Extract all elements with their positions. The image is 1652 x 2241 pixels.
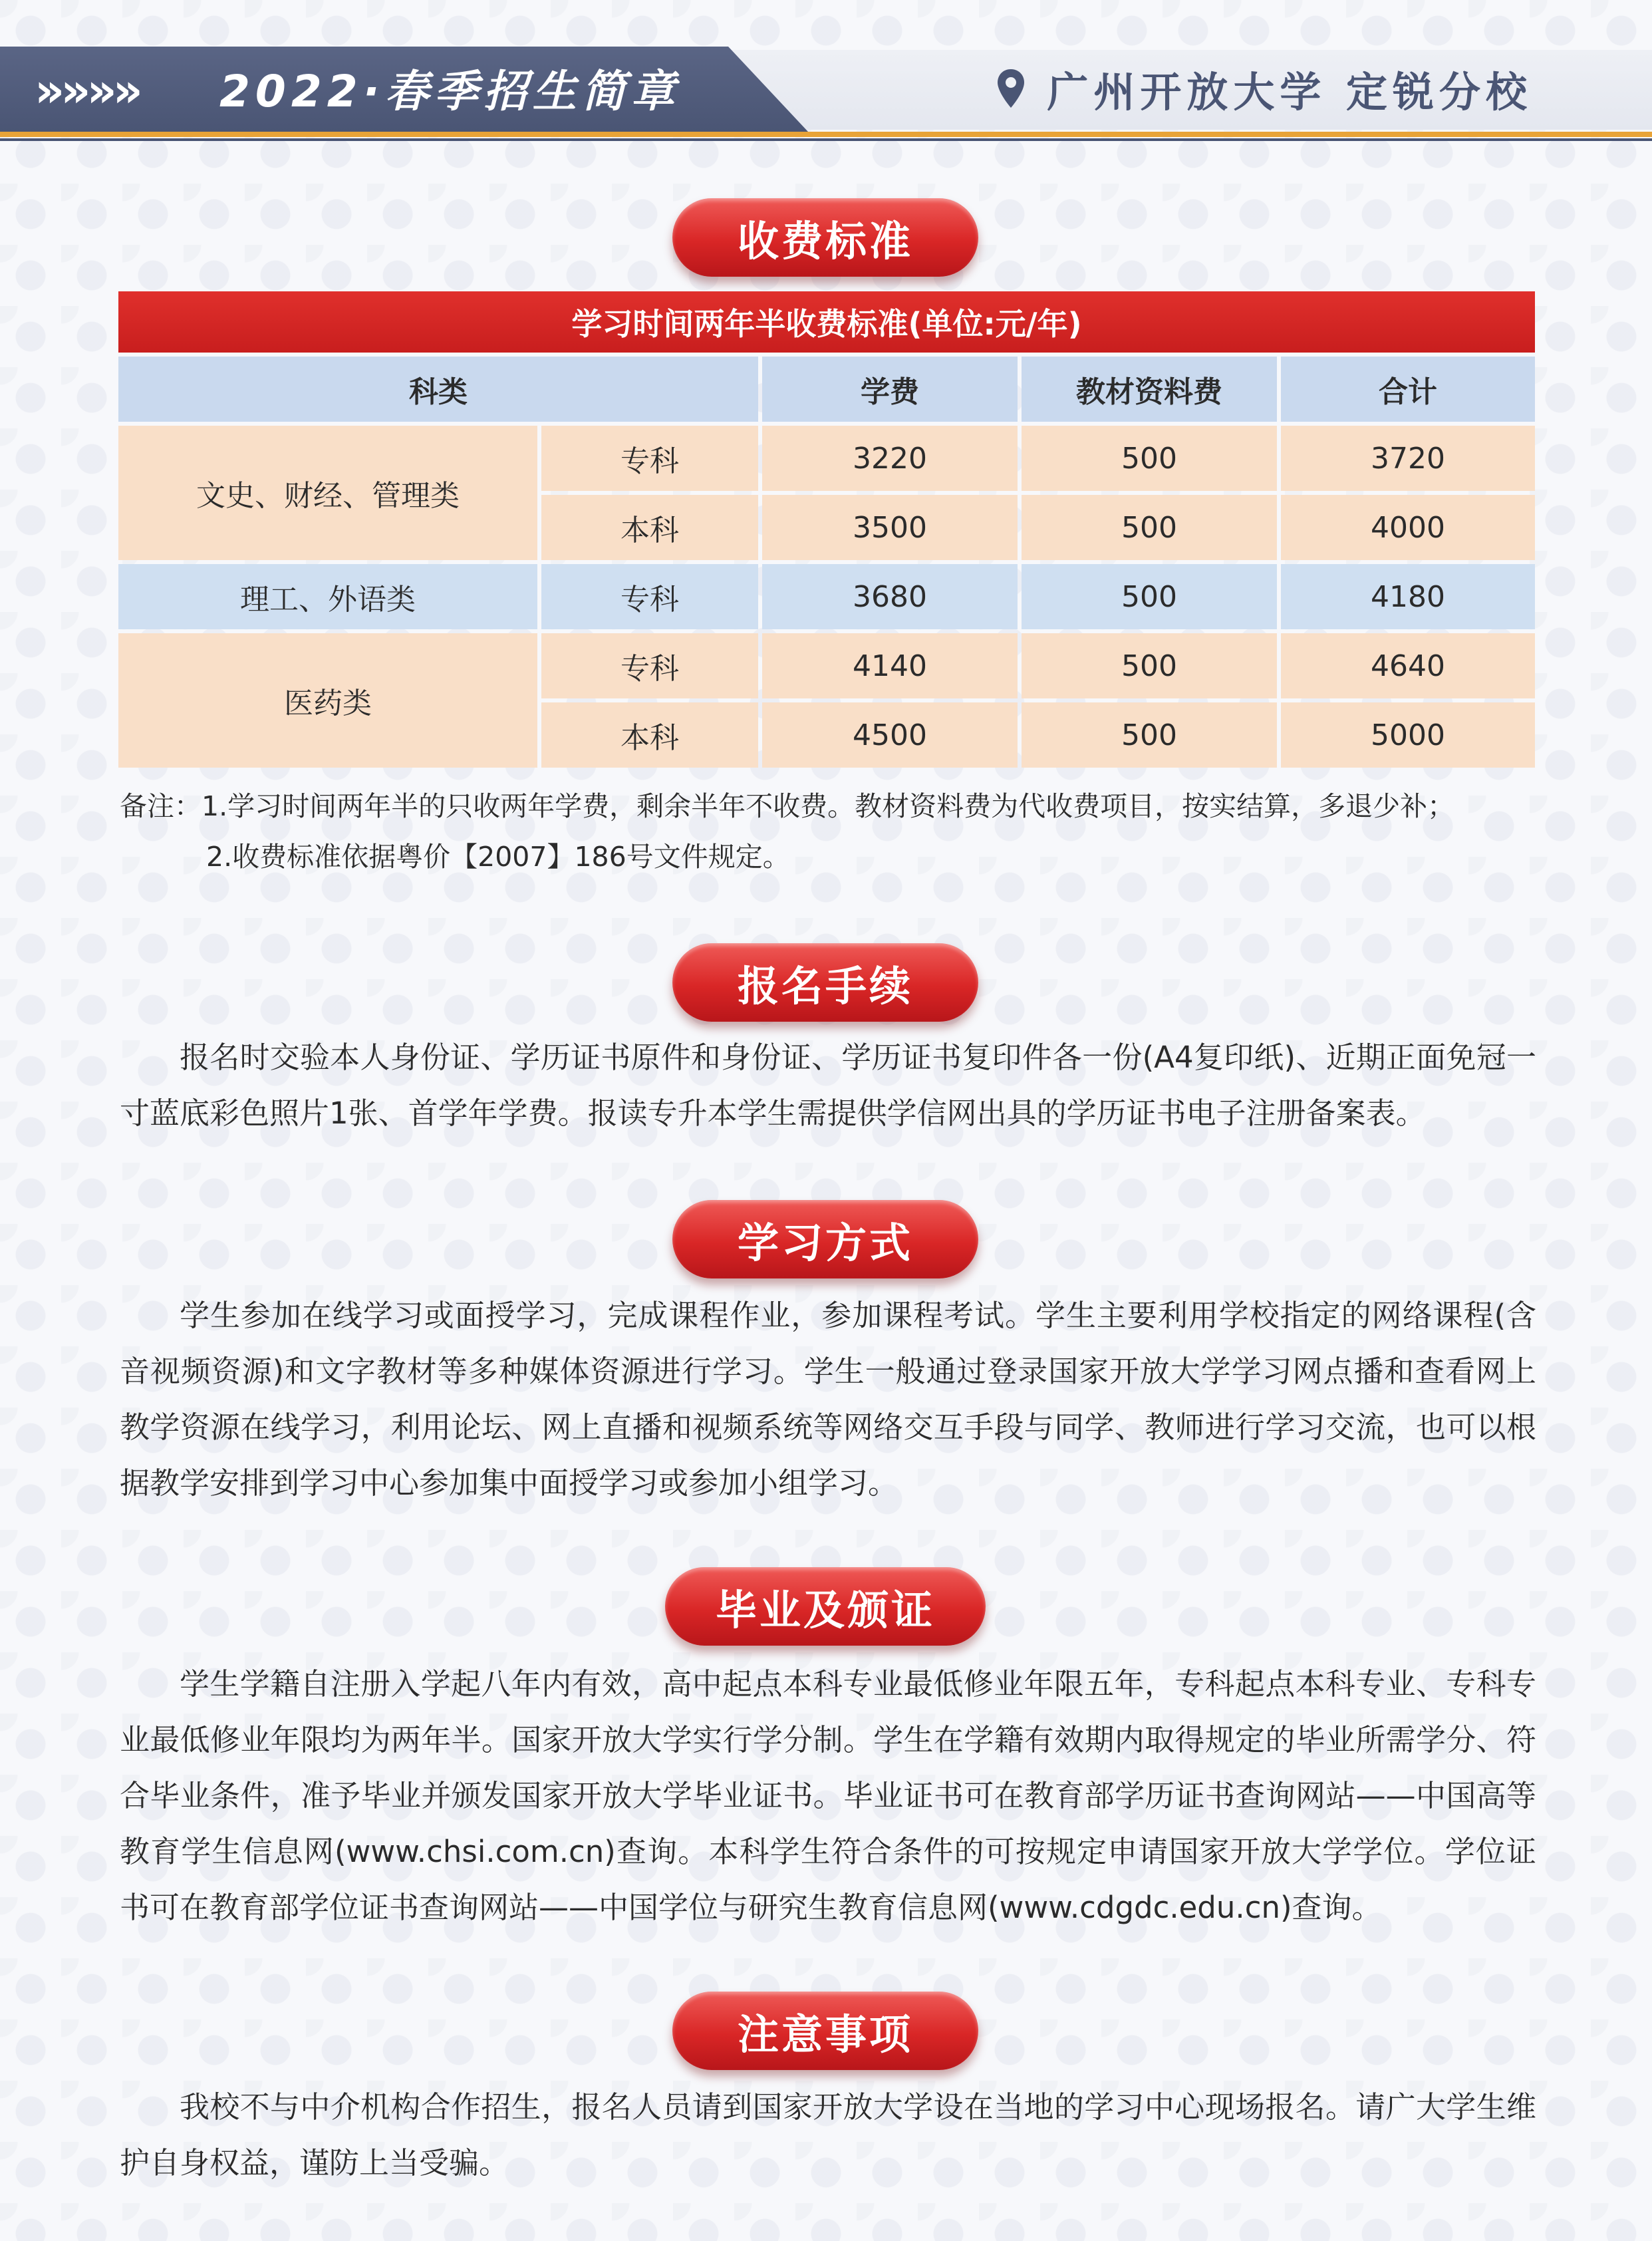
table-cell-tuition: 3680 [762,564,1018,629]
section-title-graduation: 毕业及颁证 [665,1567,986,1646]
table-cell-total: 4000 [1281,495,1535,560]
table-header-tuition: 学费 [762,357,1018,422]
table-cell-level: 专科 [541,564,758,629]
table-cell-total: 3720 [1281,426,1535,491]
table-cell-level: 本科 [541,702,758,768]
location-pin-icon [996,68,1026,109]
registration-paragraph: 报名时交验本人身份证、学历证书原件和身份证、学历证书复印件各一份(A4复印纸)、近期正面免冠一寸蓝底彩色照片1张、首学年学费。报读专升本学生需提供学信网出具的学历证书电子注册备案表。 [120,1040,1536,1131]
notice-paragraph: 我校不与中介机构合作招生，报名人员请到国家开放大学设在当地的学习中心现场报名。请广大学生维护自身权益，谨防上当受骗。 [120,2089,1536,2180]
table-header-materials: 教材资料费 [1022,357,1277,422]
table-cell-level: 专科 [541,426,758,491]
school-name: 广州开放大学 定锐分校 [1047,67,1532,116]
table-cell-level: 本科 [541,495,758,560]
fee-note-2: 2.收费标准依据粤价【2007】186号文件规定。 [206,841,790,873]
page-header [0,0,1652,143]
table-cell-total: 4180 [1281,564,1535,629]
section-title-notice: 注意事项 [672,1992,978,2070]
table-cell-category: 文史、财经、管理类 [118,426,537,560]
table-cell-materials: 500 [1022,633,1277,698]
table-cell-total: 4640 [1281,633,1535,698]
section-title-fees: 收费标准 [672,198,978,277]
graduation-paragraph: 学生学籍自注册入学起八年内有效，高中起点本科专业最低修业年限五年，专科起点本科专业、专科专业最低修业年限均为两年半。国家开放大学实行学分制。学生在学籍有效期内取得规定的毕业所需学分、符合毕业条件，准予毕业并颁发国家开放大学毕业证书。毕业证书可在教育部学历证书查询网站——中国高等教育学生信息网(www.chsi.com.cn)查询。本科学生符合条件的可按规定申请国家开放大学学位。学位证书可在教育部学位证书查询网站——中国学位与研究生教育信息网(www.cdgdc.edu.cn)查询。 [120,1666,1536,1925]
fee-table-title: 学习时间两年半收费标准(单位:元/年) [118,291,1535,353]
table-cell-category: 理工、外语类 [118,564,537,629]
table-cell-materials: 500 [1022,702,1277,768]
table-header-total: 合计 [1281,357,1535,422]
chevron-right-icon: »»»» [35,63,139,118]
table-cell-tuition: 4140 [762,633,1018,698]
brochure-title: 2022·春季招生简章 [219,66,680,117]
table-cell-materials: 500 [1022,495,1277,560]
table-cell-materials: 500 [1022,426,1277,491]
table-cell-tuition: 3220 [762,426,1018,491]
table-cell-level: 专科 [541,633,758,698]
table-header-category: 科类 [118,357,758,422]
section-title-registration: 报名手续 [672,943,978,1022]
header-divider-navy [0,138,1652,141]
table-cell-materials: 500 [1022,564,1277,629]
fee-note-1: 备注：1.学习时间两年半的只收两年学费，剩余半年不收费。教材资料费为代收费项目，按实结算，多退少补； [120,790,1455,822]
table-cell-total: 5000 [1281,702,1535,768]
table-cell-tuition: 3500 [762,495,1018,560]
header-divider-orange [0,132,1652,137]
fee-table [118,357,1535,768]
study-paragraph: 学生参加在线学习或面授学习，完成课程作业，参加课程考试。学生主要利用学校指定的网络课程(含音视频资源)和文字教材等多种媒体资源进行学习。学生一般通过登录国家开放大学学习网点播和查看网上教学资源在线学习，利用论坛、网上直播和视频系统等网络交互手段与同学、教师进行学习交流，也可以根据教学安排到学习中心参加集中面授学习或参加小组学习。 [120,1298,1536,1501]
school-location [996,52,1532,125]
table-cell-tuition: 4500 [762,702,1018,768]
table-cell-category: 医药类 [118,633,537,768]
section-title-study: 学习方式 [672,1200,978,1278]
